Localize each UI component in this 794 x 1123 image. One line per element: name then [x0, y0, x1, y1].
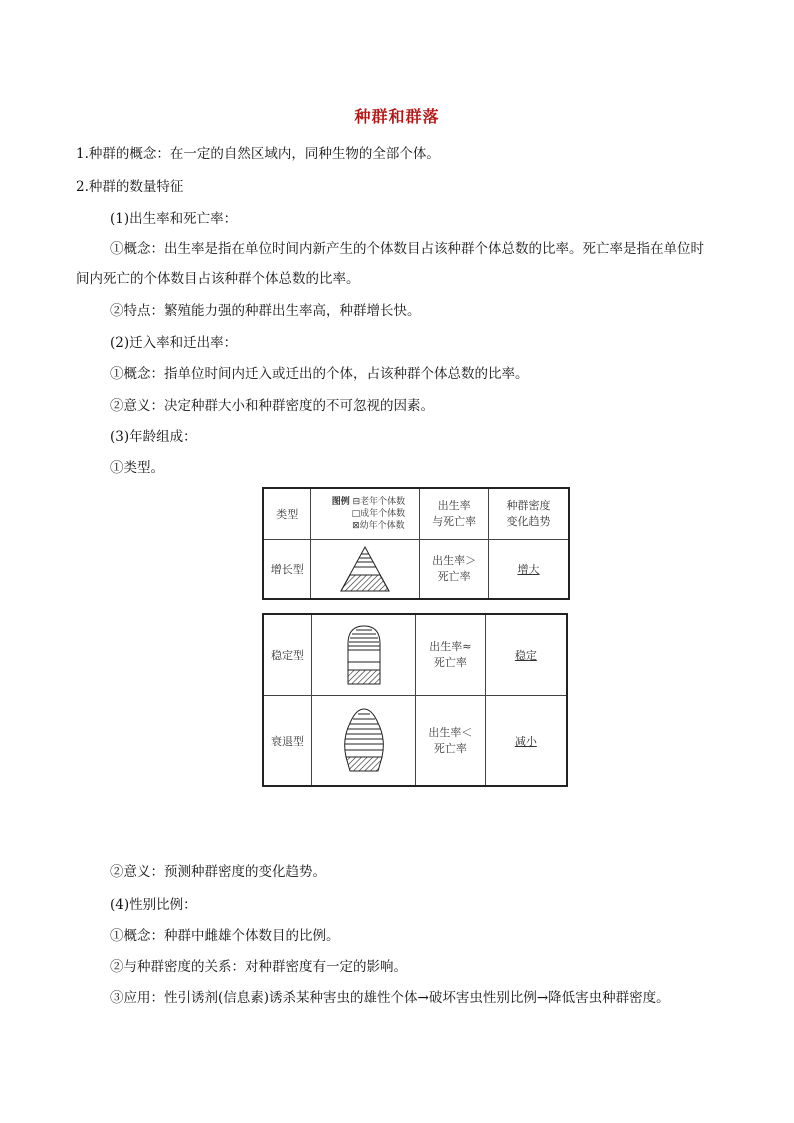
paragraph: ①概念：指单位时间内迁入或迁出的个体，占该种群个体总数的比率。: [110, 366, 529, 382]
growth-pyramid-icon: [311, 540, 420, 600]
paragraph: ①类型。: [110, 460, 164, 476]
paragraph: ②意义：决定种群大小和种群密度的不可忽视的因素。: [110, 398, 434, 414]
row-type: 稳定型: [263, 614, 312, 696]
paragraph: ②意义：预测种群密度的变化趋势。: [110, 864, 326, 880]
subsection-heading: (3)年龄组成：: [110, 429, 197, 445]
header-legend: [311, 488, 420, 540]
row-rate: 出生率＜ 死亡率: [416, 696, 486, 787]
row-rate: 出生率≈ 死亡率: [416, 614, 486, 696]
subsection-heading: (1)出生率和死亡率：: [110, 211, 238, 227]
legend-adult: □成年个体数: [351, 509, 406, 519]
page-title: 种群和群落: [354, 107, 440, 126]
legend-old: 图例 ⊟老年个体数: [331, 497, 406, 507]
age-structure-table-bottom: [262, 613, 568, 787]
stable-bell-icon: [312, 614, 416, 696]
row-trend: 增大: [488, 540, 569, 600]
age-structure-table-top: [262, 487, 570, 600]
paragraph: ②特点：繁殖能力强的种群出生率高，种群增长快。: [110, 303, 421, 319]
subsection-heading: (4)性别比例：: [110, 897, 197, 913]
legend-young: ⊠幼年个体数: [352, 521, 405, 531]
paragraph: ③应用：性引诱剂(信息素)诱杀某种害虫的雄性个体→破坏害虫性别比例→降低害虫种群密度。: [110, 990, 670, 1006]
paragraph: ②与种群密度的关系：对种群密度有一定的影响。: [110, 959, 407, 975]
paragraph: 1.种群的概念：在一定的自然区域内，同种生物的全部个体。: [76, 146, 440, 162]
header-trend: 种群密度 变化趋势: [488, 488, 569, 540]
row-type: 增长型: [263, 540, 311, 600]
header-birth-death: 出生率 与死亡率: [420, 488, 489, 540]
header-type: 类型: [263, 488, 311, 540]
section-heading: 2.种群的数量特征: [76, 179, 184, 195]
paragraph: ①概念：种群中雌雄个体数目的比例。: [110, 928, 340, 944]
row-trend: 减小: [485, 696, 567, 787]
row-trend: 稳定: [485, 614, 567, 696]
row-rate: 出生率＞ 死亡率: [420, 540, 489, 600]
decline-urn-icon: [312, 696, 416, 787]
paragraph: 间内死亡的个体数目占该种群个体总数的比率。: [76, 271, 360, 287]
subsection-heading: (2)迁入率和迁出率：: [110, 335, 238, 351]
row-type: 衰退型: [263, 696, 312, 787]
paragraph: ①概念：出生率是指在单位时间内新产生的个体数目占该种群个体总数的比率。死亡率是指在单位时: [110, 241, 704, 257]
